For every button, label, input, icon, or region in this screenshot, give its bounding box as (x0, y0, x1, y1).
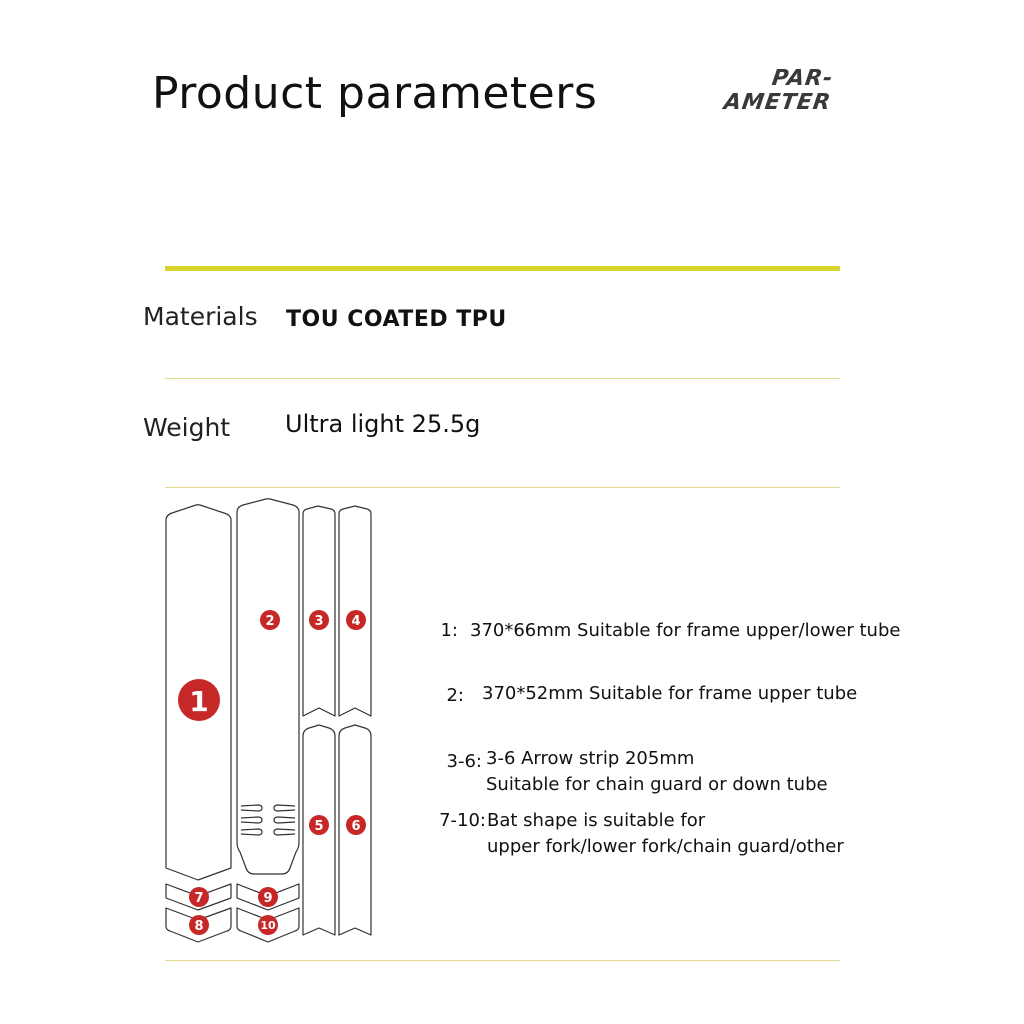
piece-9-number: 9 (263, 891, 273, 906)
spec-text-line-2: Suitable for chain guard or down tube (486, 774, 828, 795)
divider (165, 378, 840, 379)
spec-number: 7-10: (439, 810, 486, 831)
logo-line-2: AMETER (722, 90, 833, 115)
spec-text: 370*52mm Suitable for frame upper tube (482, 683, 858, 704)
piece-6-number: 6 (351, 819, 361, 834)
piece-2-slot (274, 817, 295, 823)
weight-label: Weight (143, 413, 231, 442)
piece-2-slot (274, 829, 295, 835)
sticker-layout-diagram (160, 495, 380, 950)
piece-1-number: 1 (189, 685, 209, 718)
materials-value: TOU COATED TPU (286, 307, 507, 332)
piece-10-number: 10 (260, 919, 276, 932)
spec-number: 2: (446, 685, 464, 706)
spec-number: 1: (440, 620, 458, 641)
piece-2-number: 2 (265, 614, 275, 629)
logo-line-1: PAR- (770, 66, 835, 91)
spec-number: 3-6: (446, 751, 482, 772)
piece-2-slot (241, 817, 262, 823)
accent-divider (165, 266, 840, 271)
piece-4-number: 4 (351, 614, 361, 629)
parameter-logo (720, 64, 845, 120)
piece-7-number: 7 (194, 891, 204, 906)
page-title: Product parameters (152, 68, 598, 119)
piece-2-slot (241, 829, 262, 835)
divider (165, 960, 840, 961)
piece-3-number: 3 (314, 614, 324, 629)
piece-2-slot (241, 805, 262, 811)
materials-label: Materials (143, 302, 258, 331)
piece-2-slot (274, 805, 295, 811)
divider (165, 487, 840, 488)
spec-text: 370*66mm Suitable for frame upper/lower tube (470, 620, 901, 641)
piece-5-number: 5 (314, 819, 324, 834)
weight-value: Ultra light 25.5g (285, 410, 481, 438)
spec-text-line-1: 3-6 Arrow strip 205mm (486, 748, 695, 769)
spec-text-line-1: Bat shape is suitable for (487, 810, 706, 831)
piece-8-number: 8 (194, 919, 204, 934)
spec-text-line-2: upper fork/lower fork/chain guard/other (487, 836, 844, 857)
